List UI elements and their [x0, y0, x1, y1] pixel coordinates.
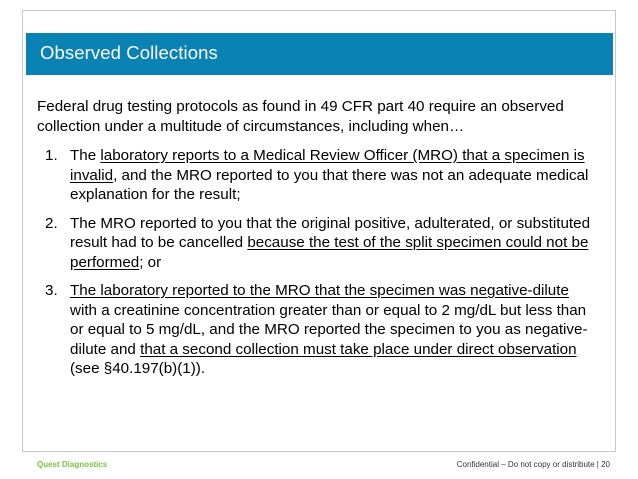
list-number: 2.	[45, 214, 58, 232]
footer-brand: Quest Diagnostics	[37, 460, 108, 469]
slide-body	[37, 97, 597, 388]
item-underlined-text: laboratory reports to a Medical Review Officer (MRO) that a specimen is invalid	[70, 147, 585, 184]
list-item-1	[37, 146, 597, 205]
item-text-pre: The MRO reported to you that the original positive, adulterated, or substituted result had to be cancelled	[70, 214, 591, 251]
list-item-2	[37, 214, 597, 273]
list-number: 1.	[45, 147, 58, 164]
item-underlined-text-2: that a second collection must take place under direct observation	[140, 340, 577, 358]
item-text-post: (see §40.197(b)(1)).	[70, 360, 206, 377]
title-bar	[26, 33, 613, 75]
item-underlined-text: because the test of the split specimen could not be performed	[70, 234, 589, 271]
item-text-pre: The	[70, 147, 101, 164]
item-text-post: , and the MRO reported to you that there was not an adequate medical explanation for the result;	[70, 166, 589, 203]
slide-title: Observed Collections	[40, 42, 218, 63]
item-underlined-text: The laboratory reported to the MRO that the specimen was negative-dilute	[70, 282, 569, 299]
list-item-3	[37, 281, 597, 379]
item-text-mid: with a creatinine concentration greater than or equal to 2 mg/dL but less than or equal to 5 mg/dL, and the MRO reported the specimen to you as negative-dilute and	[70, 301, 588, 358]
intro-paragraph: Federal drug testing protocols as found in 49 CFR part 40 require an observed collection under a multitude of circumstances, including when…	[37, 98, 564, 135]
footer-notice: Confidential – Do not copy or distribute | 20	[456, 460, 610, 469]
item-text-post: ; or	[139, 253, 162, 271]
list-number: 3.	[45, 282, 58, 299]
